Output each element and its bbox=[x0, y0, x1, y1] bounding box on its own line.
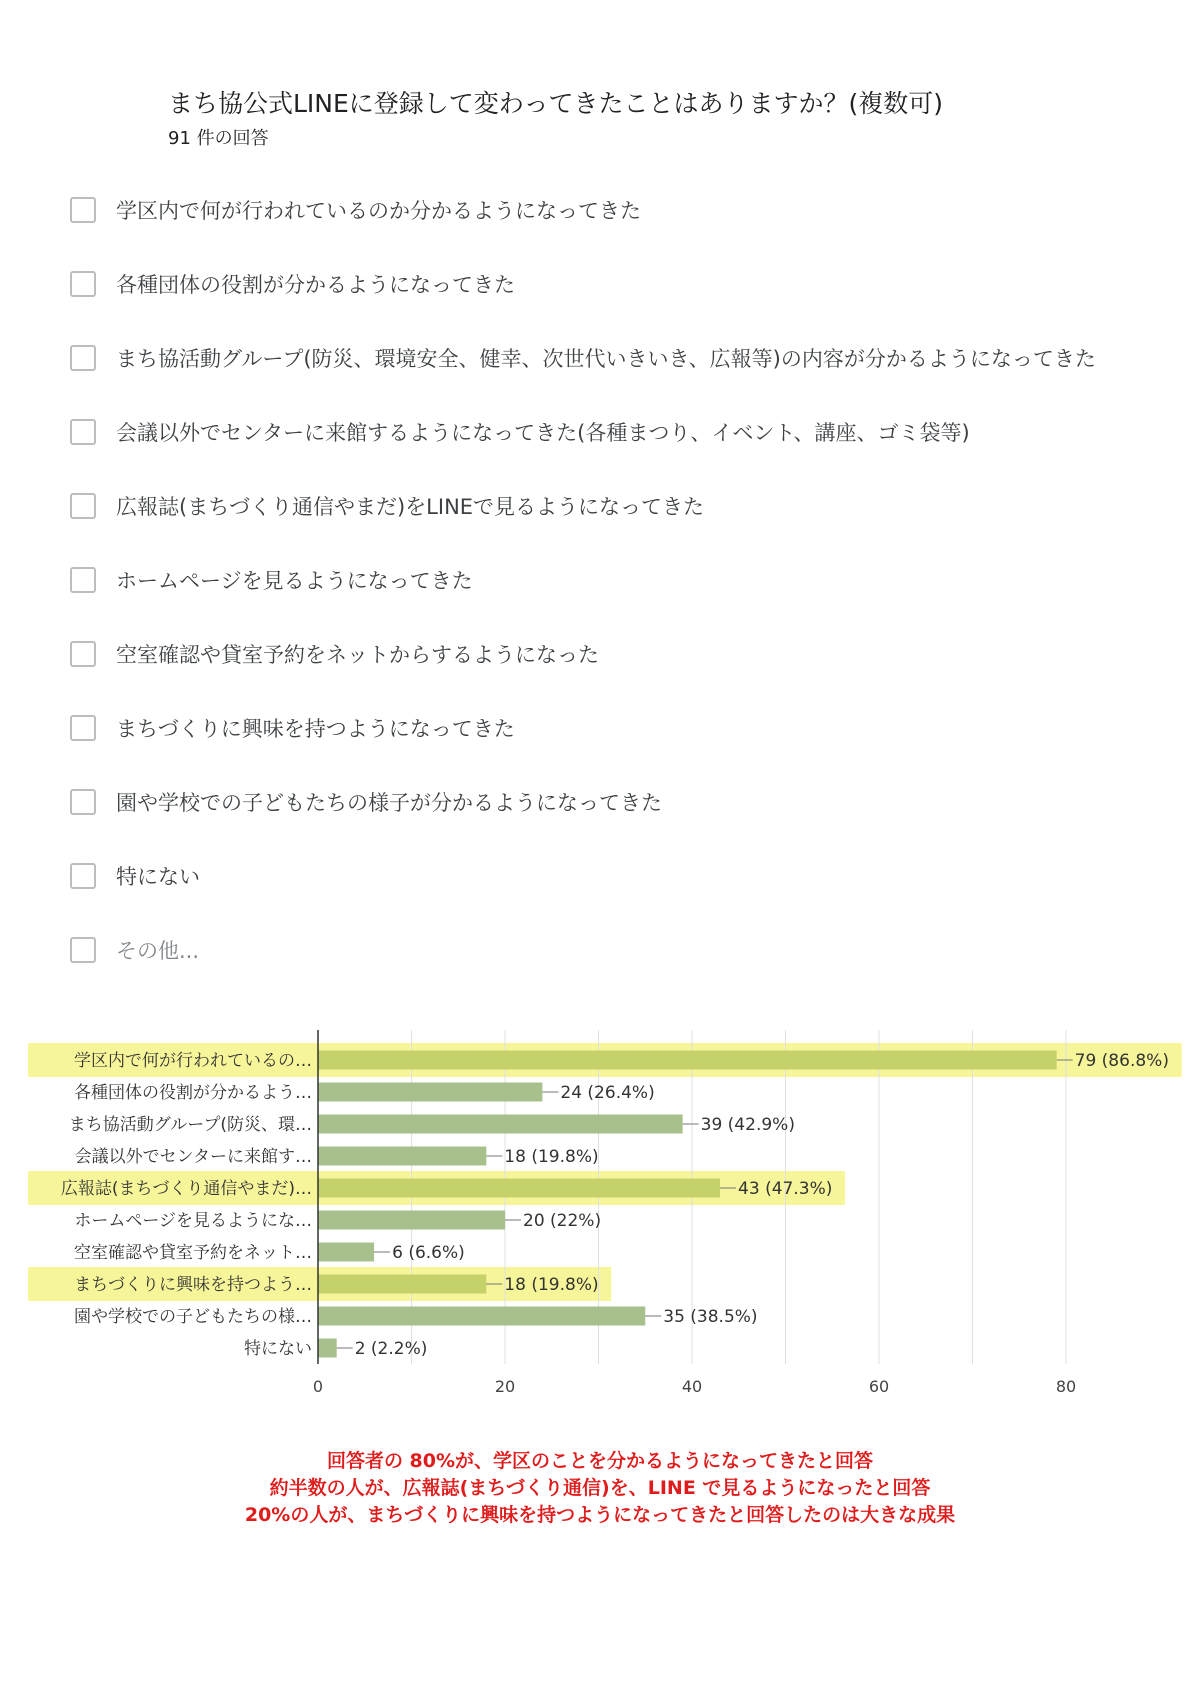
bar bbox=[318, 1307, 645, 1326]
category-label: 空室確認や貸室予約をネット… bbox=[74, 1243, 312, 1263]
category-label: まち協活動グループ(防災、環… bbox=[68, 1115, 312, 1135]
option-label: 各種団体の役割が分かるようになってきた bbox=[116, 273, 515, 297]
data-label: 24 (26.4%) bbox=[560, 1083, 655, 1103]
bar bbox=[318, 1339, 337, 1358]
bar bbox=[318, 1179, 720, 1198]
checkbox[interactable] bbox=[70, 419, 96, 445]
conclusion-text bbox=[0, 1448, 1200, 1529]
option-item[interactable] bbox=[70, 636, 599, 672]
checkbox[interactable] bbox=[70, 567, 96, 593]
bar bbox=[318, 1275, 486, 1294]
conclusion-line: 20%の人が、まちづくりに興味を持つようになってきたと回答したのは大きな成果 bbox=[244, 1504, 956, 1526]
data-label: 2 (2.2%) bbox=[354, 1339, 428, 1359]
bar bbox=[318, 1115, 683, 1134]
checkbox[interactable] bbox=[70, 937, 96, 963]
data-label: 79 (86.8%) bbox=[1074, 1051, 1169, 1071]
data-label: 18 (19.8%) bbox=[504, 1275, 599, 1295]
checkbox[interactable] bbox=[70, 271, 96, 297]
checkbox[interactable] bbox=[70, 789, 96, 815]
data-label: 39 (42.9%) bbox=[700, 1115, 795, 1135]
category-label: 広報誌(まちづくり通信やまだ)… bbox=[60, 1179, 312, 1199]
response-count: 91 件の回答 bbox=[168, 128, 269, 149]
option-item[interactable] bbox=[70, 932, 199, 968]
x-tick-label: 40 bbox=[681, 1377, 703, 1396]
bar-chart bbox=[0, 1030, 1200, 1410]
bar bbox=[318, 1243, 374, 1262]
category-label: 園や学校での子どもたちの様… bbox=[74, 1307, 312, 1327]
checkbox[interactable] bbox=[70, 197, 96, 223]
conclusion-line: 約半数の人が、広報誌(まちづくり通信)を、LINE で見るようになったと回答 bbox=[269, 1477, 931, 1499]
option-label: 空室確認や貸室予約をネットからするようになった bbox=[116, 643, 599, 667]
option-item[interactable] bbox=[70, 192, 641, 228]
checkbox[interactable] bbox=[70, 715, 96, 741]
option-item[interactable] bbox=[70, 414, 970, 450]
option-label: まち協活動グループ(防災、環境安全、健幸、次世代いきいき、広報等)の内容が分かるようになってきた bbox=[116, 347, 1096, 371]
checkbox[interactable] bbox=[70, 641, 96, 667]
category-label: 会議以外でセンターに来館す… bbox=[74, 1147, 312, 1167]
bar bbox=[318, 1051, 1057, 1070]
option-label-other: その他... bbox=[116, 939, 200, 963]
option-item[interactable] bbox=[70, 710, 515, 746]
x-tick-label: 80 bbox=[1055, 1377, 1077, 1396]
data-label: 43 (47.3%) bbox=[738, 1179, 833, 1199]
data-label: 35 (38.5%) bbox=[663, 1307, 758, 1327]
option-item[interactable] bbox=[70, 266, 515, 302]
option-item[interactable] bbox=[70, 784, 662, 820]
question-title: まち協公式LINEに登録して変わってきたことはありますか？(複数可) bbox=[168, 89, 944, 118]
option-label: ホームページを見るようになってきた bbox=[116, 569, 473, 593]
option-item[interactable] bbox=[70, 340, 1096, 376]
option-label: 広報誌(まちづくり通信やまだ)をLINEで見るようになってきた bbox=[116, 495, 705, 519]
conclusion-line: 回答者の 80%が、学区のことを分かるようになってきたと回答 bbox=[326, 1450, 874, 1472]
data-label: 6 (6.6%) bbox=[392, 1243, 465, 1263]
category-label: 学区内で何が行われているの… bbox=[74, 1051, 312, 1071]
bar bbox=[318, 1083, 542, 1102]
category-label: まちづくりに興味を持つよう… bbox=[74, 1275, 312, 1295]
category-label: ホームページを見るようにな… bbox=[74, 1211, 312, 1231]
x-tick-label: 60 bbox=[868, 1377, 890, 1396]
option-label: 会議以外でセンターに来館するようになってきた(各種まつり、イベント、講座、ゴミ袋等) bbox=[116, 421, 970, 445]
bar bbox=[318, 1147, 486, 1166]
option-item[interactable] bbox=[70, 488, 704, 524]
category-label: 各種団体の役割が分かるよう… bbox=[74, 1083, 312, 1103]
option-label: 学区内で何が行われているのか分かるようになってきた bbox=[116, 199, 641, 223]
option-label: 特にない bbox=[116, 865, 200, 889]
data-label: 20 (22%) bbox=[523, 1211, 602, 1231]
option-item[interactable] bbox=[70, 858, 200, 894]
x-tick-label: 20 bbox=[494, 1377, 516, 1396]
x-tick-label: 0 bbox=[312, 1377, 324, 1396]
bar bbox=[318, 1211, 505, 1230]
checkbox[interactable] bbox=[70, 345, 96, 371]
category-label: 特にない bbox=[244, 1339, 312, 1359]
option-label: 園や学校での子どもたちの様子が分かるようになってきた bbox=[116, 791, 662, 815]
option-item[interactable] bbox=[70, 562, 473, 598]
checkbox[interactable] bbox=[70, 863, 96, 889]
data-label: 18 (19.8%) bbox=[504, 1147, 599, 1167]
checkbox[interactable] bbox=[70, 493, 96, 519]
option-label: まちづくりに興味を持つようになってきた bbox=[116, 717, 515, 741]
